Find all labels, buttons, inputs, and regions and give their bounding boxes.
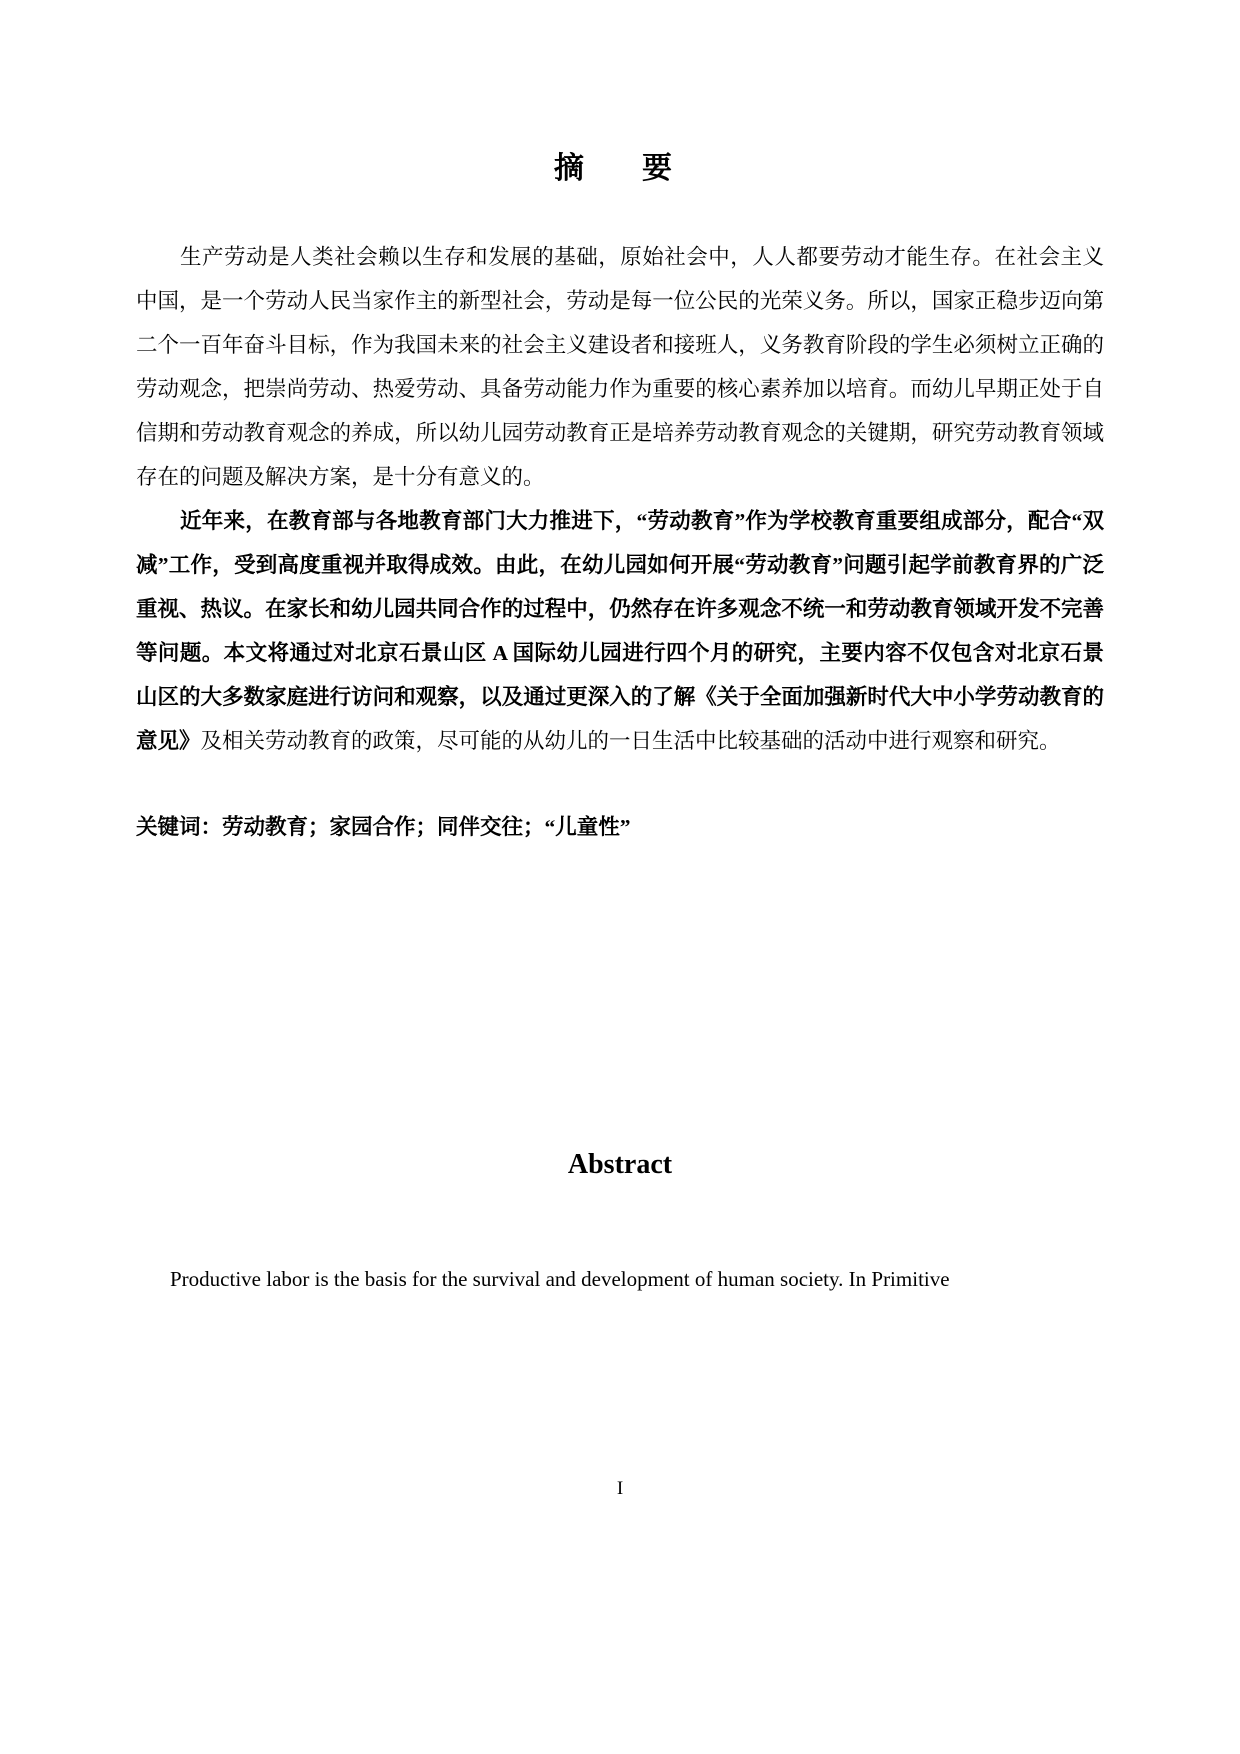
abstract-cn-paragraph-2 bbox=[136, 499, 1104, 763]
abstract-en-heading: Abstract bbox=[567, 1149, 673, 1180]
abstract-en-paragraph-1: Productive labor is the basis for the survival and development of human society. In Primitive bbox=[170, 1267, 950, 1291]
abstract-cn-paragraph-2-normal: 及相关劳动教育的政策，尽可能的从幼儿的一日生活中比较基础的活动中进行观察和研究。 bbox=[200, 729, 1061, 753]
page-number: I bbox=[616, 1478, 624, 1499]
abstract-cn-keywords: 关键词：劳动教育；家园合作；同伴交往；“儿童性” bbox=[136, 815, 631, 839]
abstract-cn-paragraph-1: 生产劳动是人类社会赖以生存和发展的基础，原始社会中，人人都要劳动才能生存。在社会主义中国，是一个劳动人民当家作主的新型社会，劳动是每一位公民的光荣义务。所以，国家正稳步迈向第二个一百年奋斗目标，作为我国未来的社会主义建设者和接班人，义务教育阶段的学生必须树立正确的劳动观念，把崇尚劳动、热爱劳动、具备劳动能力作为重要的核心素养加以培育。而幼儿早期正处于自信期和劳动教育观念的养成，所以幼儿园劳动教育正是培养劳动教育观念的关键期，研究劳动教育领域存在的问题及解决方案，是十分有意义的。 bbox=[136, 245, 1104, 489]
page-content bbox=[136, 0, 1104, 1320]
abstract-cn-paragraph-2-bold: 近年来，在教育部与各地教育部门大力推进下，“劳动教育”作为学校教育重要组成部分，配合“双减”工作，受到高度重视并取得成效。由此，在幼儿园如何开展“劳动教育”问题引起学前教育界的广泛重视、热议。在家长和幼儿园共同合作的过程中，仍然存在许多观念不统一和劳动教育领域开发不完善等问题。本文将通过对北京石景山区 A 国际幼儿园进行四个月的研究，主要内容不仅包含对北京石景山区的大多数家庭进行访问和观察，以及通过更深入的了解《关于全面加强新时代大中小学劳动教育的意见》 bbox=[136, 509, 1104, 753]
abstract-cn-heading: 摘 要 bbox=[554, 151, 686, 186]
